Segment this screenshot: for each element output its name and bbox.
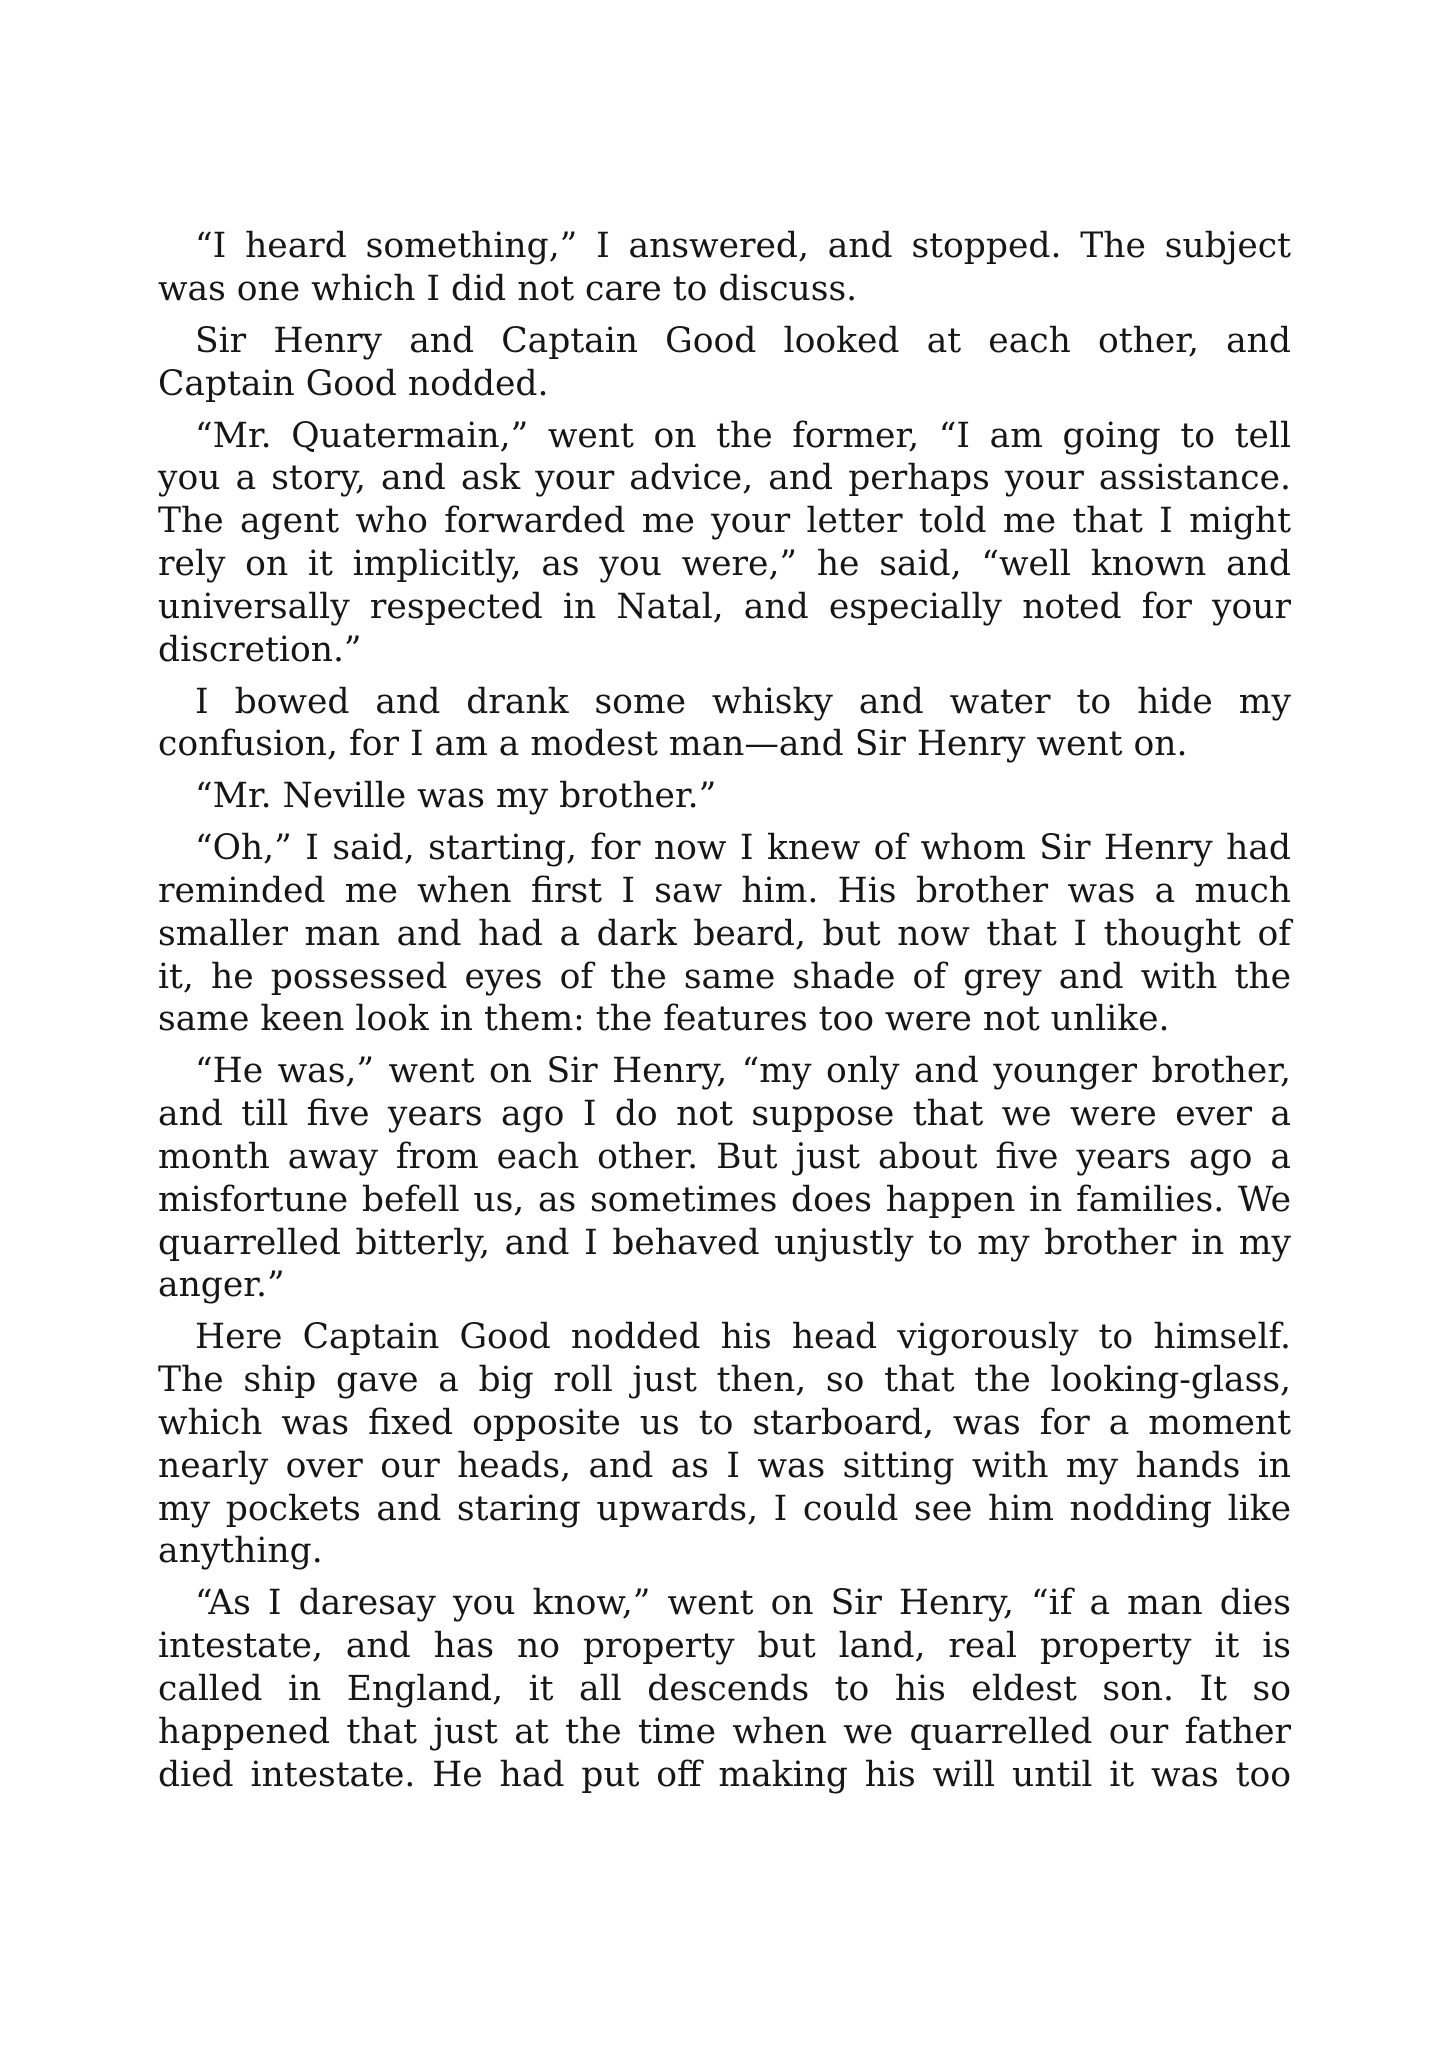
line-text: The agent who forwarded me your letter told me that I might [158, 501, 1291, 542]
line-text: it, he possessed eyes of the same shade of grey and with the [158, 956, 1291, 997]
line-text: rely on it implicitly, as you were,” he said, “well known and [158, 543, 1291, 584]
line-text: I bowed and drank some whisky and water to hide my [195, 681, 1291, 722]
line-text: universally respected in Natal, and especially noted for your [158, 586, 1291, 627]
text-line [158, 723, 1291, 766]
text-line [158, 1050, 1291, 1093]
text-line [158, 1582, 1291, 1625]
line-text: which was fixed opposite us to starboard, was for a moment [158, 1403, 1291, 1444]
text-line [158, 543, 1291, 586]
text-line [158, 1179, 1291, 1222]
text-line [158, 500, 1291, 543]
line-text: “He was,” went on Sir Henry, “my only and younger brother, [195, 1051, 1291, 1092]
line-text: smaller man and had a dark beard, but now that I thought of [158, 913, 1291, 954]
paragraph [158, 1050, 1291, 1307]
line-text: confusion, for I am a modest man—and Sir Henry went on. [158, 724, 1188, 765]
text-line [158, 998, 1291, 1041]
text-line [158, 268, 1291, 311]
paragraph [158, 225, 1291, 311]
line-text: discretion.” [158, 629, 362, 670]
line-text: “Mr. Quatermain,” went on the former, “I am going to tell [195, 415, 1291, 456]
line-text: Captain Good nodded. [158, 363, 549, 404]
line-text: happened that just at the time when we quarrelled our father [158, 1711, 1291, 1752]
line-text: “I heard something,” I answered, and stopped. The subject [195, 226, 1291, 266]
text-line [158, 586, 1291, 629]
text-line [158, 415, 1291, 458]
text-line [158, 681, 1291, 724]
paragraph [158, 1316, 1291, 1573]
text-line [158, 1359, 1291, 1402]
text-line [158, 775, 1291, 818]
line-text: reminded me when first I saw him. His brother was a much [158, 871, 1291, 912]
text-line [158, 1136, 1291, 1179]
line-text: called in England, it all descends to his eldest son. It so [158, 1669, 1291, 1709]
paragraph [158, 1582, 1291, 1796]
line-text: quarrelled bitterly, and I behaved unjustly to my brother in my [158, 1222, 1291, 1263]
text-line [158, 827, 1291, 870]
text-line [158, 1222, 1291, 1265]
text-line [158, 1625, 1291, 1668]
line-text: “Oh,” I said, starting, for now I knew of whom Sir Henry had [195, 828, 1291, 869]
line-text: anger.” [158, 1265, 285, 1306]
line-text: “Mr. Neville was my brother.” [195, 776, 717, 817]
text-line [158, 629, 1291, 672]
text-line [158, 320, 1291, 363]
line-text: Sir Henry and Captain Good looked at each other, and [195, 320, 1291, 361]
text-line [158, 1530, 1291, 1573]
line-text: intestate, and has no property but land, real property it is [158, 1626, 1291, 1667]
paragraph [158, 415, 1291, 672]
text-line [158, 1316, 1291, 1359]
line-text: Here Captain Good nodded his head vigorously to himself. [195, 1317, 1291, 1358]
line-text: and till five years ago I do not suppose that we were ever a [158, 1094, 1291, 1135]
text-line [158, 1264, 1291, 1307]
line-text: month away from each other. But just about five years ago a [158, 1137, 1291, 1178]
paragraph [158, 775, 1291, 818]
page-text [158, 225, 1291, 1806]
text-line [158, 913, 1291, 956]
text-line [158, 956, 1291, 999]
line-text: you a story, and ask your advice, and perhaps your assistance. [158, 458, 1291, 499]
line-text: same keen look in them: the features too were not unlike. [158, 999, 1170, 1040]
line-text: my pockets and staring upwards, I could see him nodding like [158, 1488, 1291, 1529]
text-line [158, 457, 1291, 500]
text-line [158, 870, 1291, 913]
text-line [158, 1668, 1291, 1711]
line-text: was one which I did not care to discuss. [158, 268, 858, 309]
line-text: The ship gave a big roll just then, so that the looking-glass, [158, 1360, 1291, 1401]
paragraph [158, 827, 1291, 1041]
text-line [158, 1754, 1291, 1797]
text-line [158, 1402, 1291, 1445]
text-line [158, 1093, 1291, 1136]
text-line [158, 1488, 1291, 1531]
paragraph [158, 320, 1291, 406]
line-text: misfortune befell us, as sometimes does happen in families. We [158, 1179, 1291, 1220]
text-line [158, 1711, 1291, 1754]
line-text: anything. [158, 1531, 323, 1572]
paragraph [158, 681, 1291, 767]
line-text: nearly over our heads, and as I was sitting with my hands in [158, 1445, 1291, 1486]
text-line [158, 1445, 1291, 1488]
line-text: “As I daresay you know,” went on Sir Henry, “if a man dies [195, 1583, 1291, 1624]
text-line [158, 363, 1291, 406]
line-text: died intestate. He had put off making his will until it was too [158, 1754, 1291, 1795]
text-line [158, 225, 1291, 268]
